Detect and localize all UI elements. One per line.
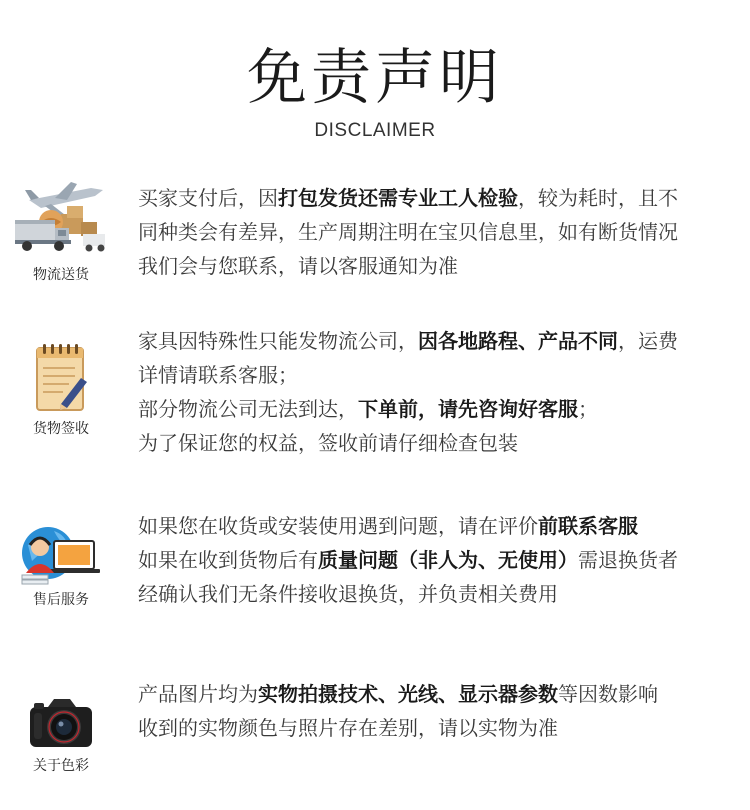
text-line: 收到的实物颜色与照片存在差别，请以实物为准 [138,716,558,740]
page-title: 免责声明 [247,43,503,113]
text-line: 为了保证您的权益，签收前请仔细检查包装 [138,431,518,455]
color-icon-block [6,695,116,775]
receipt-label: 货物签收 [33,421,89,437]
color-text [138,677,744,745]
after-sales-text [138,509,744,611]
logistics-icon-block [6,178,116,284]
text-line: 经确认我们无条件接收退换货，并负责相关费用 [138,582,558,606]
notepad-pen-icon [31,342,91,414]
text-line: 同种类会有差异，生产周期注明在宝贝信息里，如有断货情况 [138,220,678,244]
logistics-text [138,181,744,283]
after-sales-icon-block [6,521,116,609]
text-line: 产品图片均为实物拍摄技术、光线、显示器参数等因数影响 [138,682,658,706]
customer-service-icon [18,521,104,585]
receipt-icon-block [6,342,116,438]
text-line: 如果在收到货物后有质量问题（非人为、无使用）需退换货者 [138,548,678,572]
text-line: 如果您在收货或安装使用遇到问题，请在评价前联系客服 [138,514,638,538]
text-line: 详情请联系客服； [138,363,298,387]
text-line: 部分物流公司无法到达，下单前，请先咨询好客服； [138,397,598,421]
color-label: 关于色彩 [33,758,89,774]
text-line: 家具因特殊性只能发物流公司，因各地路程、产品不同，运费 [138,329,678,353]
receipt-text [138,324,744,460]
page-subtitle: DISCLAIMER [314,120,436,141]
after-sales-label: 售后服务 [33,592,89,608]
camera-icon [26,695,96,751]
text-line: 买家支付后，因打包发货还需专业工人检验，较为耗时，且不 [138,186,678,210]
truck-plane-icon [11,178,111,260]
logistics-label: 物流送货 [33,267,89,283]
text-line: 我们会与您联系，请以客服通知为准 [138,254,458,278]
